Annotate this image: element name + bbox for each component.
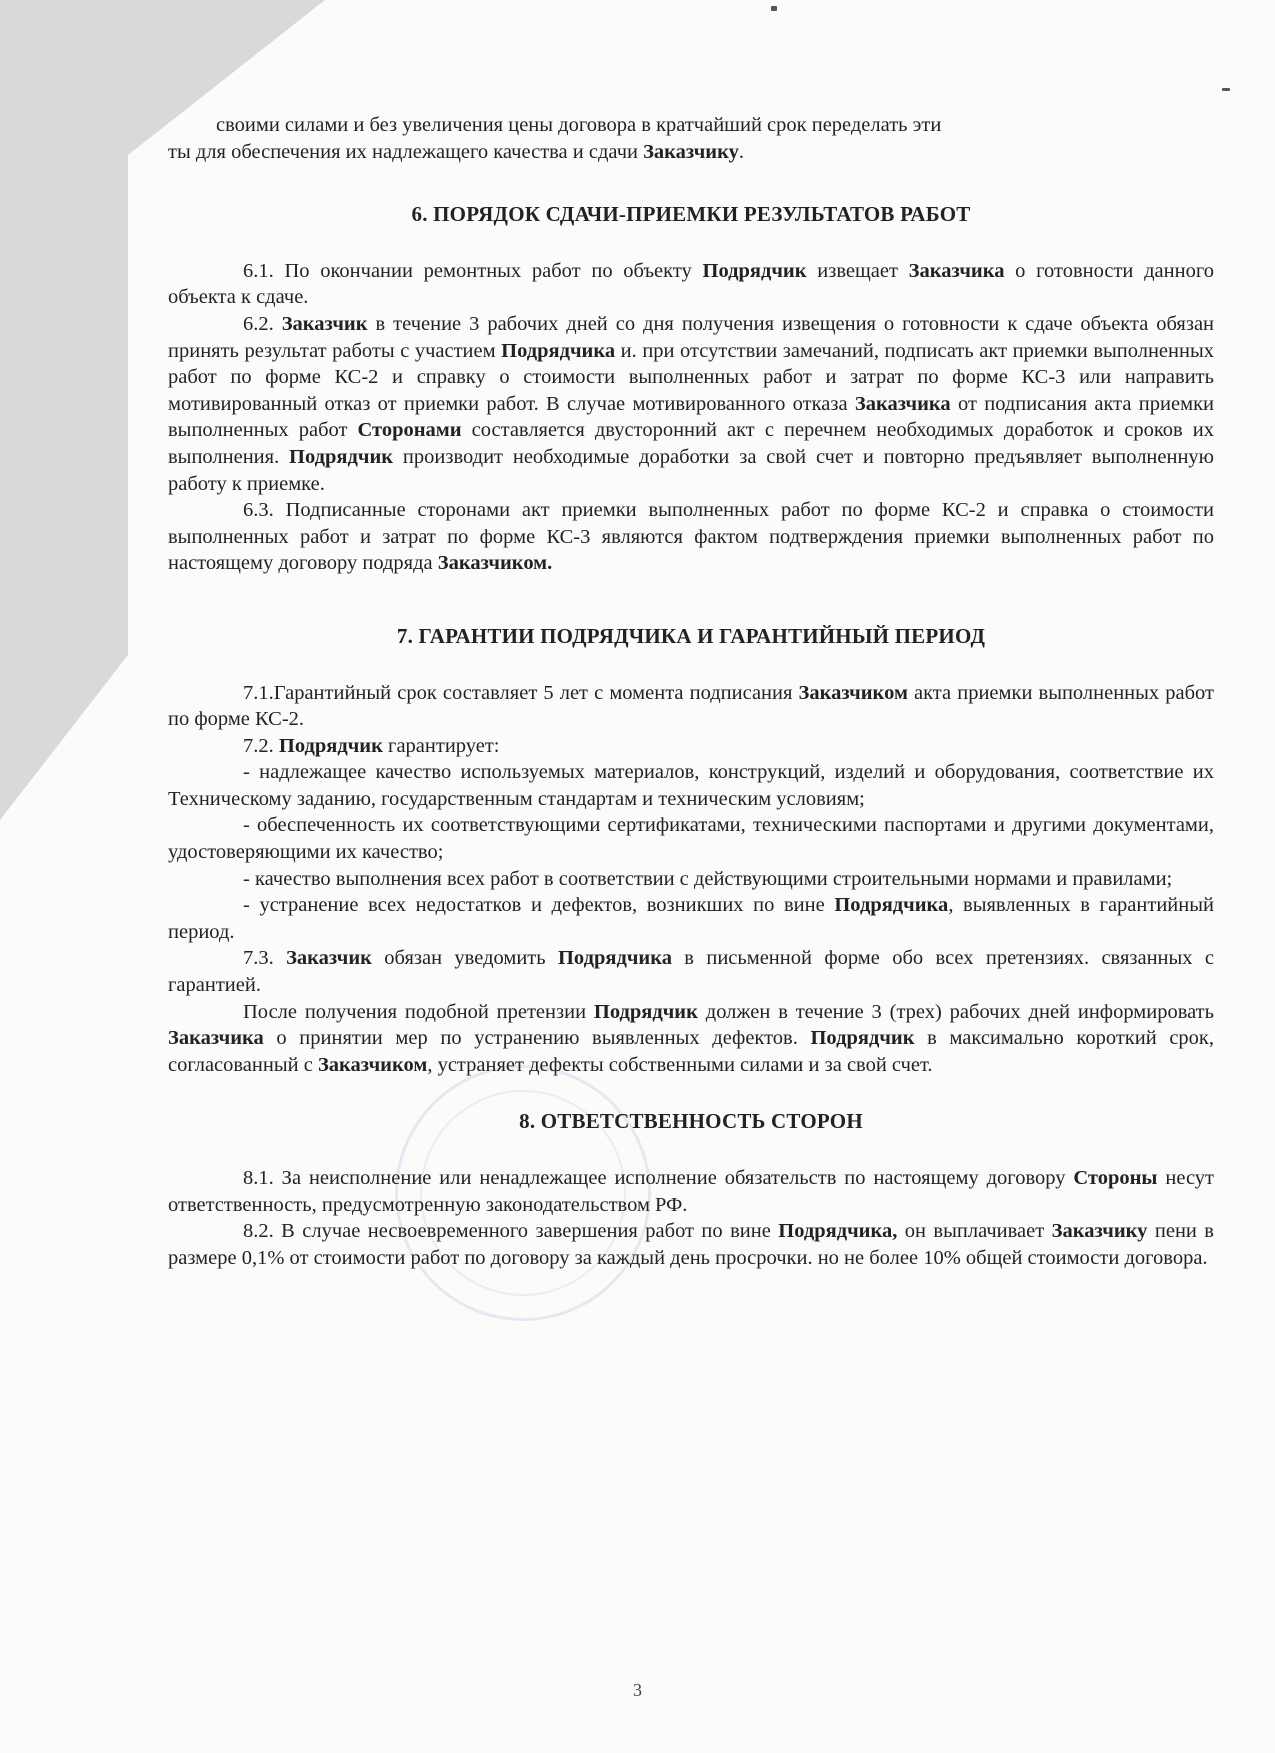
paragraph-8-2: 8.2. В случае несвоевременного завершения работ по вине Подрядчика, он выплачивает Заказчику пени в размере 0,1% от стоимости работ по договору за каждый день просрочки. но не более 10% общей стоимости договора. <box>168 1220 1214 1269</box>
paragraph-7-3: 7.3. Заказчик обязан уведомить Подрядчика в письменной форме обо всех претензиях. связанных с гарантией. <box>168 947 1215 997</box>
guarantee-item-3: - качество выполнения всех работ в соответствии с действующими строительными нормами и правилами; <box>243 867 1173 890</box>
scan-speck <box>771 6 777 11</box>
guarantee-item-4: - устранение всех недостатков и дефектов, возникших по вине Подрядчика, выявленных в гарантийный период. <box>168 894 1214 943</box>
continuation-line-2: ты для обеспечения их надлежащего качества и сдачи Заказчику. <box>168 140 745 163</box>
section-6-title: 6. ПОРЯДОК СДАЧИ-ПРИЕМКИ РЕЗУЛЬТАТОВ РАБОТ <box>411 202 971 227</box>
document-body <box>168 112 1214 1271</box>
paragraph-7-2: 7.2. Подрядчик гарантирует: <box>243 734 500 757</box>
guarantee-item-2: - обеспеченность их соответствующими сертификатами, техническими паспортами и другими документами, удостоверяющими их качество; <box>168 814 1214 864</box>
scan-speck <box>1222 88 1230 91</box>
paragraph-6-1: 6.1. По окончании ремонтных работ по объекту Подрядчик извещает Заказчика о готовности данного объекта к сдаче. <box>168 259 1214 309</box>
paragraph-7-1: 7.1.Гарантийный срок составляет 5 лет с момента подписания Заказчиком акта приемки выполненных работ по форме КС-2. <box>168 681 1214 731</box>
paragraph-8-1: 8.1. За неисполнение или ненадлежащее исполнение обязательств по настоящему договору Стороны несут ответственность, предусмотренную законодательством РФ. <box>168 1167 1214 1216</box>
page-number: 3 <box>633 1680 642 1700</box>
paragraph-7-4: После получения подобной претензии Подрядчик должен в течение 3 (трех) рабочих дней информировать Заказчика о принятии мер по устранению выявленных дефектов. Подрядчик в максимально короткий срок, согласованный с Заказчиком, устраняет дефекты собственными силами и за свой счет. <box>168 1000 1214 1076</box>
guarantee-item-1: - надлежащее качество используемых материалов, конструкций, изделий и оборудования, соответствие их Техническому заданию, государственным стандартам и техническим условиям; <box>168 761 1214 810</box>
paragraph-6-2: 6.2. Заказчик в течение 3 рабочих дней со дня получения извещения о готовности к сдаче объекта обязан принять результат работы с участием Подрядчика и. при отсутствии замечаний, подписать акт приемки выполненных работ по форме КС-2 и справку о стоимости выполненных работ и затрат по форме КС-3 или направить мотивированный отказ от приемки работ. В случае мотивированного отказа Заказчика от подписания акта приемки выполненных работ Сторонами составляется двусторонний акт с перечнем необходимых доработок и сроков их выполнения. Подрядчик производит необходимые доработки за свой счет и повторно предъявляет выполненную работу к приемке. <box>168 312 1215 495</box>
paragraph-6-3: 6.3. Подписанные сторонами акт приемки выполненных работ по форме КС-2 и справка о стоимости выполненных работ и затрат по форме КС-3 являются фактом подтверждения приемки выполненных работ по настоящему договору подряда Заказчиком. <box>168 499 1214 575</box>
continuation-line: своими силами и без увеличения цены договора в кратчайший срок переделать эти <box>216 114 942 136</box>
section-8-title: 8. ОТВЕТСТВЕННОСТЬ СТОРОН <box>519 1109 863 1134</box>
section-7-title: 7. ГАРАНТИИ ПОДРЯДЧИКА И ГАРАНТИЙНЫЙ ПЕРИОД <box>396 623 986 648</box>
